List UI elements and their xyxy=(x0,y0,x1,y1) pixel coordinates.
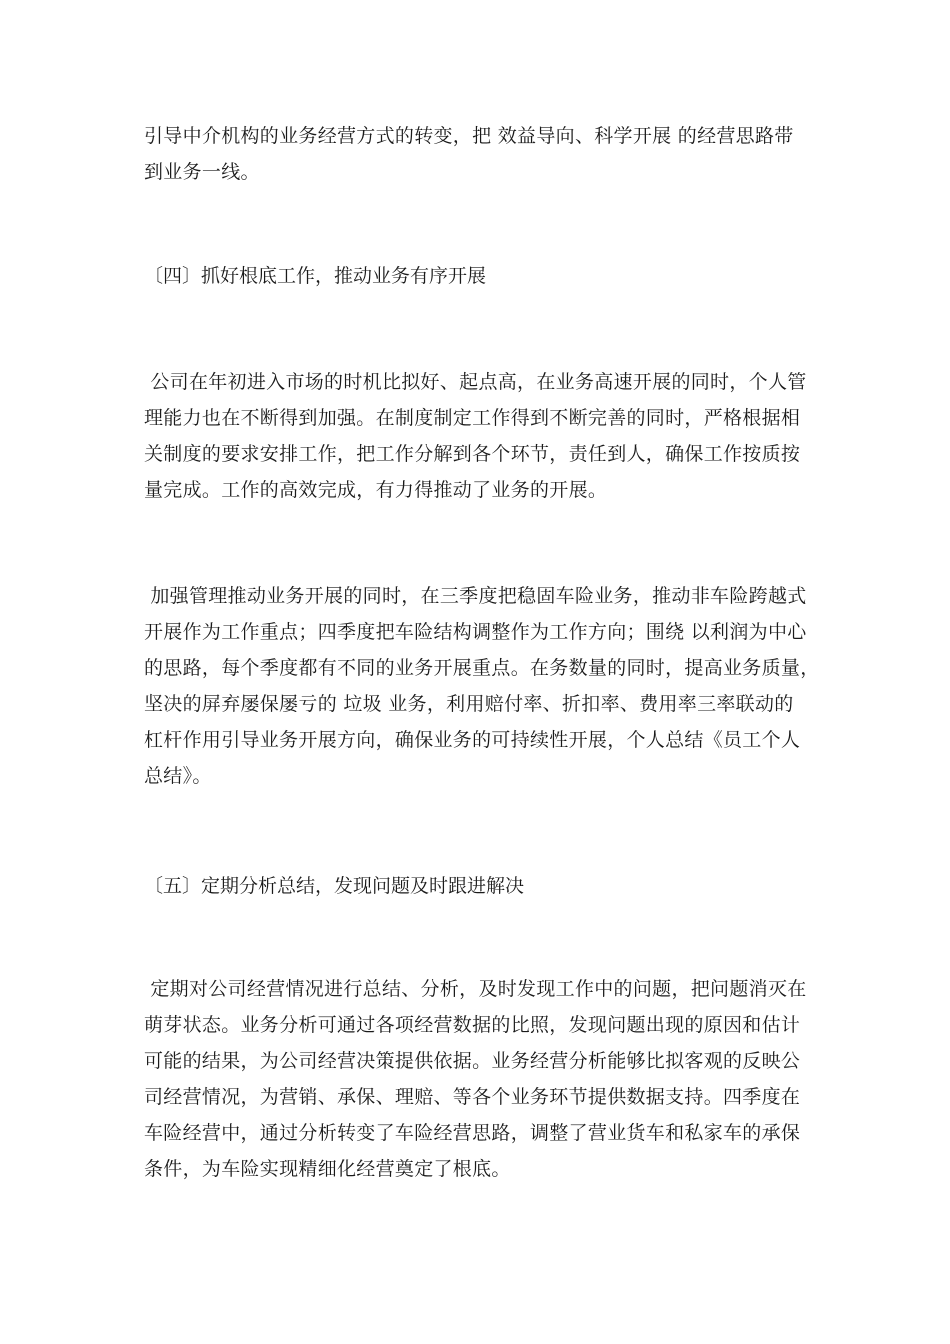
section-heading-4: 〔四〕抓好根底工作，推动业务有序开展 xyxy=(144,265,487,287)
paragraph-line: 萌芽状态。业务分析可通过各项经营数据的比照，发现问题出现的原因和估计 xyxy=(144,1014,801,1036)
paragraph-line: 条件，为车险实现精细化经营奠定了根底。 xyxy=(144,1158,511,1180)
section-heading-5: 〔五〕定期分析总结，发现问题及时跟进解决 xyxy=(144,875,525,897)
paragraph-management-strengthening xyxy=(144,578,820,794)
paragraph-periodic-analysis xyxy=(144,971,809,1187)
paragraph-line: 开展作为工作重点；四季度把车险结构调整作为工作方向；围绕 以利润为中心 xyxy=(144,621,807,643)
paragraph-line: 关制度的要求安排工作，把工作分解到各个环节，责任到人，确保工作按质按 xyxy=(144,443,801,465)
paragraph-line: 车险经营中，通过分析转变了车险经营思路，调整了营业货车和私家车的承保 xyxy=(144,1122,801,1144)
paragraph-line: 量完成。工作的高效完成，有力得推动了业务的开展。 xyxy=(144,479,608,501)
paragraph-line: 总结》。 xyxy=(144,765,212,787)
paragraph-market-entry xyxy=(144,364,809,508)
paragraph-line: 公司在年初进入市场的时机比拟好、起点高，在业务高速开展的同时，个人管 xyxy=(144,371,807,393)
paragraph-line: 的思路，每个季度都有不同的业务开展重点。在务数量的同时，提高业务质量， xyxy=(144,657,820,679)
paragraph-line: 定期对公司经营情况进行总结、分析，及时发现工作中的问题，把问题消灭在 xyxy=(144,978,807,1000)
paragraph-line: 理能力也在不断得到加强。在制度制定工作得到不断完善的同时，严格根据相 xyxy=(144,407,801,429)
paragraph-line: 可能的结果，为公司经营决策提供依据。业务经营分析能够比拟客观的反映公 xyxy=(144,1050,801,1072)
paragraph-line: 坚决的屏弃屡保屡亏的 垃圾 业务，利用赔付率、折扣率、费用率三率联动的 xyxy=(144,693,794,715)
paragraph-intermediary-guidance xyxy=(144,118,809,190)
paragraph-line: 到业务一线。 xyxy=(144,161,260,183)
paragraph-line: 加强管理推动业务开展的同时，在三季度把稳固车险业务，推动非车险跨越式 xyxy=(144,585,807,607)
paragraph-line: 引导中介机构的业务经营方式的转变，把 效益导向、科学开展 的经营思路带 xyxy=(144,125,794,147)
paragraph-line: 司经营情况，为营销、承保、理赔、等各个业务环节提供数据支持。四季度在 xyxy=(144,1086,801,1108)
paragraph-line: 杠杆作用引导业务开展方向，确保业务的可持续性开展，个人总结《员工个人 xyxy=(144,729,801,751)
